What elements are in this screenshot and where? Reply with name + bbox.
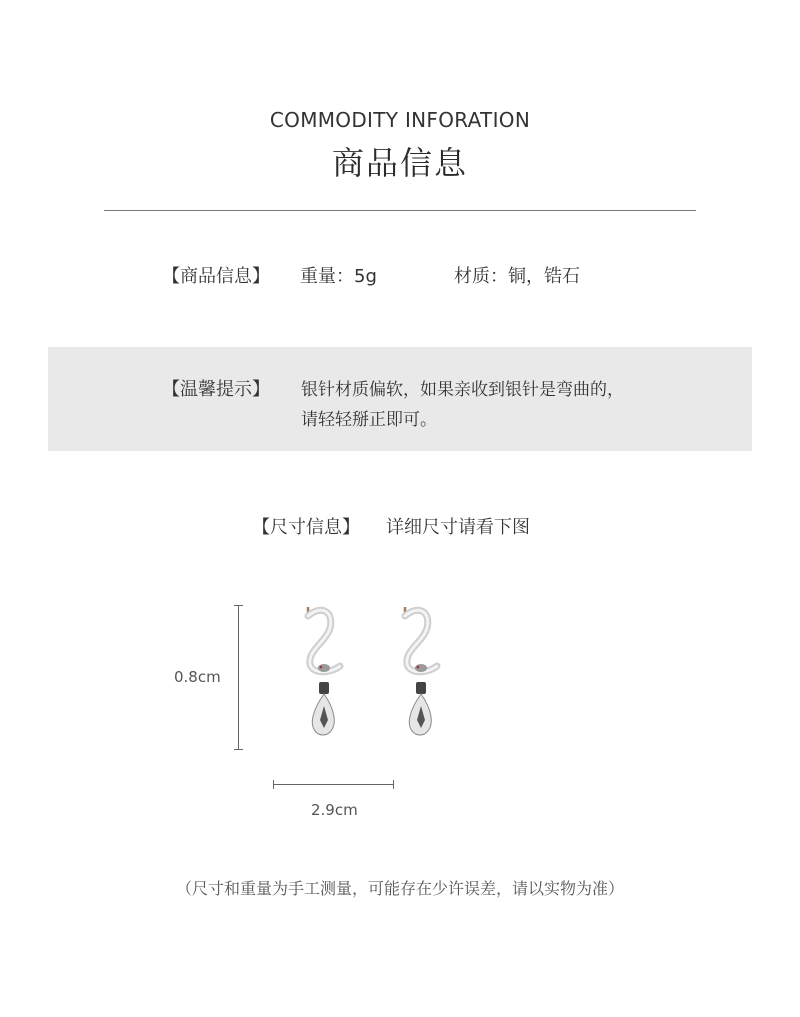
height-dimension-line <box>238 605 239 750</box>
product-info-row <box>0 262 800 288</box>
tip-label: 【温馨提示】 <box>162 379 270 400</box>
width-dimension-cap-right <box>393 780 394 789</box>
width-dimension-label: 2.9cm <box>311 801 358 819</box>
tip-line-1: 银针材质偏软，如果亲收到银针是弯曲的， <box>301 380 624 400</box>
tip-text <box>301 375 624 435</box>
product-info-label: 【商品信息】 <box>162 266 270 287</box>
size-info-label: 【尺寸信息】 <box>252 517 360 538</box>
measurement-note: （尺寸和重量为手工测量，可能存在少许误差，请以实物为准） <box>175 879 624 898</box>
tip-band <box>48 347 752 451</box>
width-dimension-cap-left <box>273 780 274 789</box>
width-dimension-line <box>273 784 393 785</box>
chinese-title: 商品信息 <box>331 144 468 182</box>
height-dimension-cap-top <box>234 605 243 606</box>
earring-image-left <box>300 602 360 742</box>
earring-image-right <box>393 602 453 742</box>
size-info-text: 详细尺寸请看下图 <box>386 517 530 538</box>
material-text: 材质：铜，锆石 <box>454 266 580 287</box>
weight-text: 重量：5g <box>300 266 377 287</box>
height-dimension-cap-bottom <box>234 749 243 750</box>
english-title: COMMODITY INFORATION <box>269 108 531 132</box>
size-info-row <box>0 513 800 539</box>
title-divider <box>104 210 696 211</box>
height-dimension-label: 0.8cm <box>174 668 221 686</box>
tip-line-2: 请轻轻掰正即可。 <box>301 410 437 430</box>
